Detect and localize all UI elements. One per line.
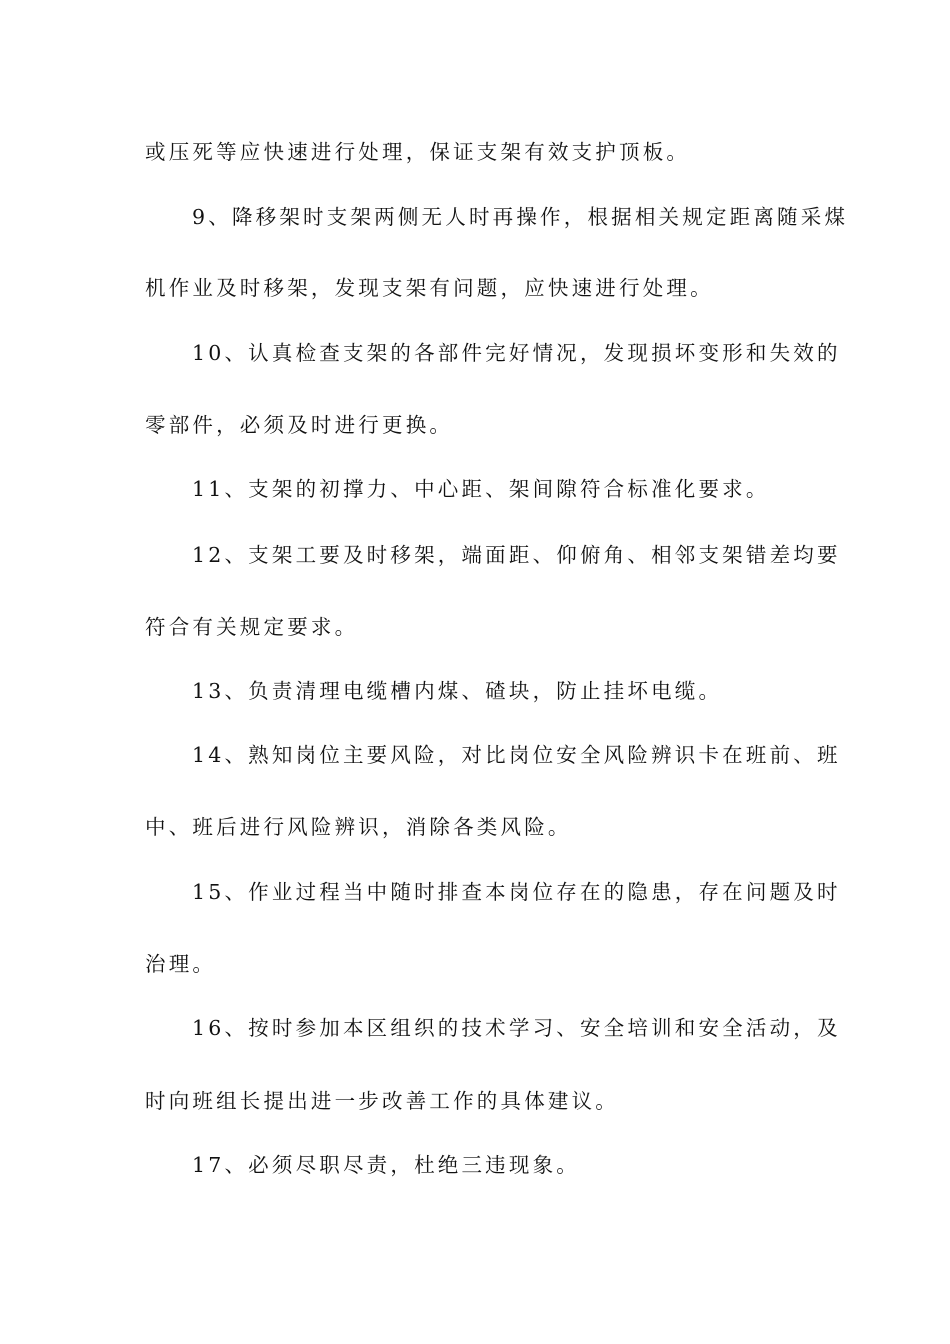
item-10-line-1: 10、认真检查支架的各部件完好情况，发现损坏变形和失效的	[192, 341, 841, 365]
item-14-line-2: 中、班后进行风险辨识，消除各类风险。	[145, 815, 572, 839]
item-12-line-1: 12、支架工要及时移架，端面距、仰俯角、相邻支架错差均要	[192, 543, 841, 567]
item-14-line-1: 14、熟知岗位主要风险，对比岗位安全风险辨识卡在班前、班	[192, 743, 841, 767]
item-16-line-1: 16、按时参加本区组织的技术学习、安全培训和安全活动，及	[192, 1016, 841, 1040]
item-16-line-2: 时向班组长提出进一步改善工作的具体建议。	[145, 1089, 619, 1113]
item-13-line-1: 13、负责清理电缆槽内煤、碴块，防止挂坏电缆。	[192, 679, 723, 703]
item-15-line-1: 15、作业过程当中随时排查本岗位存在的隐患，存在问题及时	[192, 880, 841, 904]
paragraph-continuation-line: 或压死等应快速进行处理，保证支架有效支护顶板。	[145, 140, 691, 164]
item-9-line-1: 9、降移架时支架两侧无人时再操作，根据相关规定距离随采煤	[192, 205, 849, 229]
item-15-line-2: 治理。	[145, 952, 217, 976]
item-12-line-2: 符合有关规定要求。	[145, 615, 359, 639]
item-17-line-1: 17、必须尽职尽责，杜绝三违现象。	[192, 1153, 580, 1177]
item-10-line-2: 零部件，必须及时进行更换。	[145, 413, 454, 437]
item-11-line-1: 11、支架的初撑力、中心距、架间隙符合标准化要求。	[192, 477, 770, 501]
item-9-line-2: 机作业及时移架，发现支架有问题，应快速进行处理。	[145, 276, 714, 300]
